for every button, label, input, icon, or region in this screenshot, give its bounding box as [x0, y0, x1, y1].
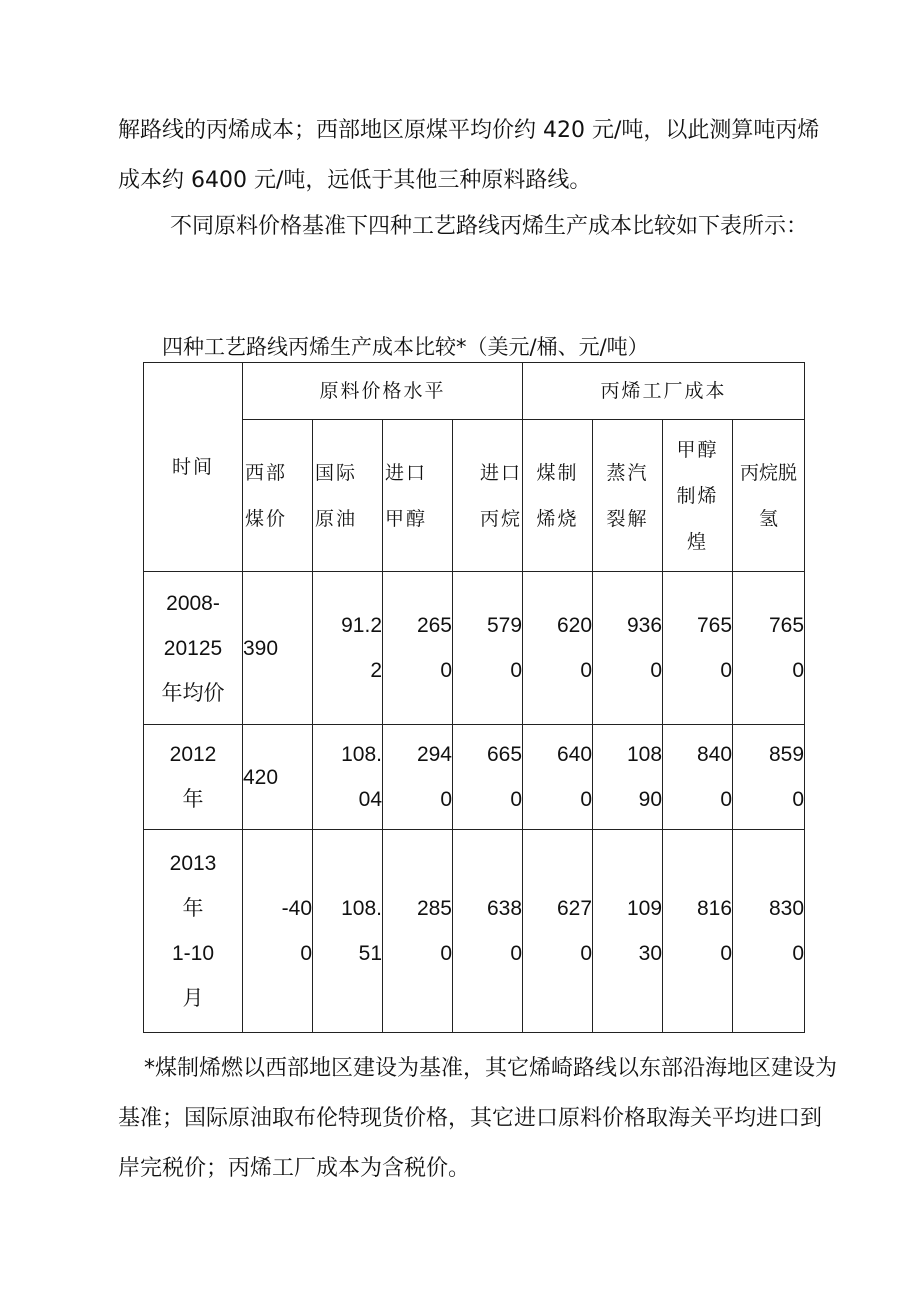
paragraph: 解路线的丙烯成本；西部地区原煤平均价约 420 元/吨，以此测算吨丙烯成本约 6400 元/吨，远低于其他三种原料路线。 [118, 118, 820, 193]
table-cell: 620 0 [523, 572, 593, 725]
row-time: 2013 年 1-10 月 [144, 830, 243, 1033]
column-header: 国际 原油 [313, 420, 383, 572]
table-cell: 579 0 [453, 572, 523, 725]
table-cell: 816 0 [663, 830, 733, 1033]
table-cell: 765 0 [733, 572, 805, 725]
row-time: 2008- 20125 年均价 [144, 572, 243, 725]
table-cell: 936 0 [593, 572, 663, 725]
table-cell: 765 0 [663, 572, 733, 725]
row-time: 2012 年 [144, 725, 243, 830]
table-cell: 109 30 [593, 830, 663, 1033]
table-cell: 390 [243, 572, 313, 725]
group-header-plant-cost: 丙烯工厂成本 [523, 363, 805, 420]
table-footnote [118, 1044, 838, 1194]
table-row [144, 725, 805, 830]
table-cell: 638 0 [453, 830, 523, 1033]
table-cell: 859 0 [733, 725, 805, 830]
footnote-text: *煤制烯燃以西部地区建设为基准，其它烯崎路线以东部沿海地区建设为基准；国际原油取布伦特现货价格，其它进口原料价格取海关平均进口到岸完税价；丙烯工厂成本为含税价。 [118, 1056, 838, 1181]
table-row [144, 572, 805, 725]
table-cell: 294 0 [383, 725, 453, 830]
table-cell: 627 0 [523, 830, 593, 1033]
table-cell: 108. 51 [313, 830, 383, 1033]
table-cell: -40 0 [243, 830, 313, 1033]
column-header: 西部 煤价 [243, 420, 313, 572]
table-cell: 640 0 [523, 725, 593, 830]
paragraph: 不同原料价格基准下四种工艺路线丙烯生产成本比较如下表所示： [170, 214, 809, 239]
table-cell: 665 0 [453, 725, 523, 830]
table-cell: 830 0 [733, 830, 805, 1033]
column-header: 进口 丙烷 [453, 420, 523, 572]
column-header: 丙烷脱 氢 [733, 420, 805, 572]
cost-comparison-table [143, 362, 805, 1033]
table-caption: 四种工艺路线丙烯生产成本比较*（美元/桶、元/吨） [162, 335, 649, 359]
table-cell: 840 0 [663, 725, 733, 830]
table-cell: 265 0 [383, 572, 453, 725]
table-cell: 108 90 [593, 725, 663, 830]
column-header: 甲醇 制烯 煌 [663, 420, 733, 572]
table-row [144, 830, 805, 1033]
table-cell: 420 [243, 725, 313, 830]
table-cell: 91.2 2 [313, 572, 383, 725]
table-cell: 285 0 [383, 830, 453, 1033]
column-header: 进口 甲醇 [383, 420, 453, 572]
column-header: 煤制 烯烧 [523, 420, 593, 572]
column-header: 蒸汽 裂解 [593, 420, 663, 572]
group-header-raw-price: 原料价格水平 [243, 363, 523, 420]
table-cell: 108. 04 [313, 725, 383, 830]
time-header: 时间 [144, 363, 243, 572]
